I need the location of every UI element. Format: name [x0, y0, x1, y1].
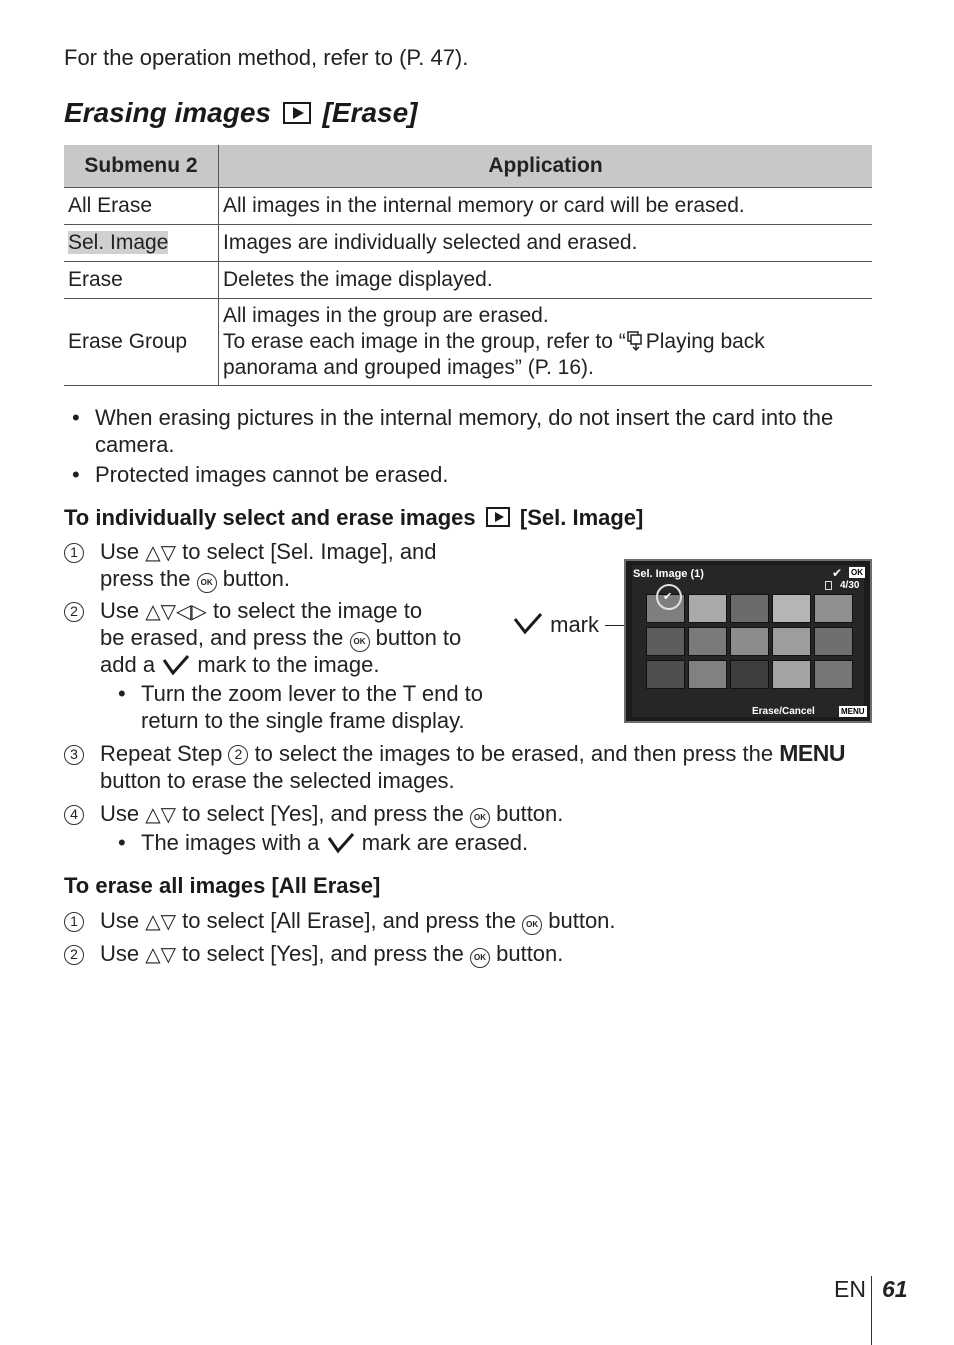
- page-number: 61: [882, 1276, 908, 1302]
- ok-button-icon: OK: [522, 915, 542, 935]
- memory-icon: [825, 581, 832, 590]
- thumbnail[interactable]: [688, 594, 727, 623]
- sel-heading-post: [Sel. Image]: [519, 505, 644, 530]
- step-2-use: Use: [100, 598, 140, 623]
- up-arrow-icon: △: [145, 911, 161, 933]
- down-arrow-icon: ▽: [160, 601, 177, 623]
- all-step-2-use: Use: [100, 941, 140, 966]
- ok-button-icon: OK: [350, 632, 370, 652]
- step-2: [64, 597, 84, 624]
- step-number-2: 2: [64, 945, 84, 965]
- step-2-text: [100, 597, 422, 624]
- step-2-bullet-text-2: return to the single frame display.: [141, 708, 465, 733]
- menu-button-label: MENU: [779, 740, 845, 766]
- step-number-2: 2: [64, 602, 84, 622]
- step-4-bullet: •: [118, 830, 126, 855]
- step-2-bullet: •: [118, 681, 126, 706]
- all-step-1-b: to select [All Erase], and press the: [182, 908, 516, 933]
- app-line-1: All images in the group are erased.: [223, 304, 549, 327]
- footer-language: EN: [834, 1276, 866, 1302]
- step-4-bullet-b: mark are erased.: [361, 830, 529, 855]
- step-4-bullet-text: [141, 829, 528, 856]
- play-icon: [486, 507, 510, 527]
- thumbnail[interactable]: [772, 594, 811, 623]
- down-arrow-icon: ▽: [160, 911, 177, 933]
- up-arrow-icon: △: [145, 542, 161, 564]
- step-number-1: 1: [64, 543, 84, 563]
- table-cell-application: Deletes the image displayed.: [219, 262, 873, 299]
- thumbnail[interactable]: [730, 594, 769, 623]
- step-number-4: 4: [64, 805, 84, 825]
- table-header-submenu: Submenu 2: [64, 145, 219, 188]
- screen-ok-badge: OK: [851, 568, 863, 577]
- screen-inner: [632, 565, 864, 717]
- section-title-pre: Erasing images: [64, 97, 271, 128]
- app-line-2-pre: To erase each image in the group, refer to “: [223, 330, 626, 353]
- table-row: [64, 188, 872, 225]
- intro-text: For the operation method, refer to (P. 47).: [64, 45, 469, 70]
- check-callout: [512, 611, 599, 638]
- all-step-1-text: [100, 907, 616, 935]
- step-number-3: 3: [64, 745, 84, 765]
- sel-image-heading: [64, 504, 643, 531]
- ok-button-icon: OK: [197, 573, 217, 593]
- ok-button-icon: OK: [470, 808, 490, 828]
- up-arrow-icon: △: [145, 944, 161, 966]
- step-1-text-2: [100, 565, 290, 593]
- screen-check-icon: ✔: [832, 566, 843, 580]
- step-4-use: Use: [100, 801, 140, 826]
- thumbnail[interactable]: [772, 660, 811, 689]
- step-4-text: [100, 800, 563, 828]
- check-mark-icon: [326, 832, 356, 854]
- table-cell-submenu: Erase Group: [64, 299, 219, 386]
- sel-heading-pre: To individually select and erase images: [64, 505, 476, 530]
- down-arrow-icon: ▽: [160, 542, 177, 564]
- camera-screen: [624, 559, 872, 723]
- table-cell-application: [219, 299, 873, 386]
- thumbnail[interactable]: [814, 594, 853, 623]
- step-4-c: button.: [496, 801, 564, 826]
- thumbnail[interactable]: [688, 660, 727, 689]
- step-1-text: [100, 538, 437, 565]
- thumbnail[interactable]: [646, 660, 685, 689]
- step-2-b: to select the image to: [212, 598, 423, 623]
- table-cell-application: All images in the internal memory or card will be erased.: [219, 188, 873, 225]
- thumbnail[interactable]: [730, 660, 769, 689]
- play-icon: [283, 102, 311, 124]
- table-cell-submenu: [64, 225, 219, 262]
- screen-menu-badge: MENU: [841, 707, 865, 716]
- table-cell-application: Images are individually selected and erased.: [219, 225, 873, 262]
- up-arrow-icon: △: [145, 804, 161, 826]
- step-2-e: add a: [100, 652, 156, 677]
- step-1-use: Use: [100, 539, 140, 564]
- left-arrow-icon: ◁: [176, 601, 192, 623]
- section-title: [64, 96, 417, 130]
- all-step-2-text: [100, 940, 563, 968]
- thumbnail[interactable]: [688, 627, 727, 656]
- app-line-3: panorama and grouped images” (P. 16).: [223, 356, 594, 379]
- note-text-1: When erasing pictures in the internal memory, do not insert the card into the: [95, 405, 834, 430]
- step-4-bullet-a: The images with a: [141, 830, 320, 855]
- thumbnail[interactable]: [814, 627, 853, 656]
- step-3-text-2: button to erase the selected images.: [100, 768, 455, 793]
- step-4-b: to select [Yes], and press the: [182, 801, 464, 826]
- ok-button-icon: OK: [470, 948, 490, 968]
- thumbnail[interactable]: [772, 627, 811, 656]
- app-line-2-post: Playing back: [645, 330, 765, 353]
- screen-footer: Erase/Cancel: [752, 706, 815, 717]
- all-step-1: [64, 907, 84, 934]
- step-1-c: press the: [100, 566, 191, 591]
- step-2-text-2: [100, 624, 461, 652]
- step-4: [64, 800, 84, 827]
- down-arrow-icon: ▽: [160, 944, 177, 966]
- up-arrow-icon: △: [145, 601, 161, 623]
- callout-label: mark: [550, 612, 600, 637]
- right-arrow-icon: ▷: [191, 601, 207, 623]
- all-step-1-c: button.: [548, 908, 616, 933]
- thumbnail[interactable]: [814, 660, 853, 689]
- step-1: [64, 538, 84, 565]
- table-row: [64, 299, 872, 386]
- step-3: [64, 740, 84, 767]
- note-bullet-1: •: [72, 405, 80, 430]
- table-cell-submenu: Erase: [64, 262, 219, 299]
- note-text-1b: camera.: [95, 432, 175, 457]
- step-3-a: Repeat Step: [100, 741, 223, 766]
- all-step-2-b: to select [Yes], and press the: [182, 941, 464, 966]
- section-title-post: [Erase]: [322, 97, 418, 128]
- step-ref-2: 2: [228, 745, 248, 765]
- thumbnail-check-icon: ✔: [663, 591, 673, 603]
- step-number-1: 1: [64, 912, 84, 932]
- step-2-text-3: [100, 651, 380, 678]
- footer-divider: [871, 1276, 872, 1345]
- step-2-bullet-text-1: Turn the zoom lever to the T end to: [141, 681, 484, 706]
- table-header-application: Application: [219, 145, 873, 188]
- step-3-text: [100, 740, 845, 767]
- highlighted-submenu: Sel. Image: [68, 231, 169, 254]
- thumbnail[interactable]: [646, 627, 685, 656]
- step-1-b: to select [Sel. Image], and: [182, 539, 437, 564]
- table-cell-submenu: All Erase: [64, 188, 219, 225]
- note-text-2: Protected images cannot be erased.: [95, 462, 449, 487]
- all-erase-heading: To erase all images [All Erase]: [64, 873, 381, 898]
- thumbnail[interactable]: [730, 627, 769, 656]
- table-row: [64, 225, 872, 262]
- group-playback-icon: [626, 330, 646, 352]
- step-3-b: to select the images to be erased, and then press the: [254, 741, 774, 766]
- down-arrow-icon: ▽: [160, 804, 177, 826]
- all-step-2-c: button.: [496, 941, 564, 966]
- step-2-c: be erased, and press the: [100, 625, 344, 650]
- all-step-2: [64, 940, 84, 967]
- check-mark-icon: [161, 654, 191, 676]
- screen-counter: 4/30: [840, 580, 860, 591]
- app-line-2: [223, 329, 868, 355]
- submenu-table: [64, 145, 872, 386]
- all-step-1-use: Use: [100, 908, 140, 933]
- check-mark-icon: [512, 612, 544, 636]
- step-2-f: mark to the image.: [197, 652, 380, 677]
- screen-title: Sel. Image (1): [633, 568, 704, 580]
- step-2-d: button to: [375, 625, 462, 650]
- step-1-d: button.: [222, 566, 291, 591]
- table-row: [64, 262, 872, 299]
- note-bullet-2: •: [72, 462, 80, 487]
